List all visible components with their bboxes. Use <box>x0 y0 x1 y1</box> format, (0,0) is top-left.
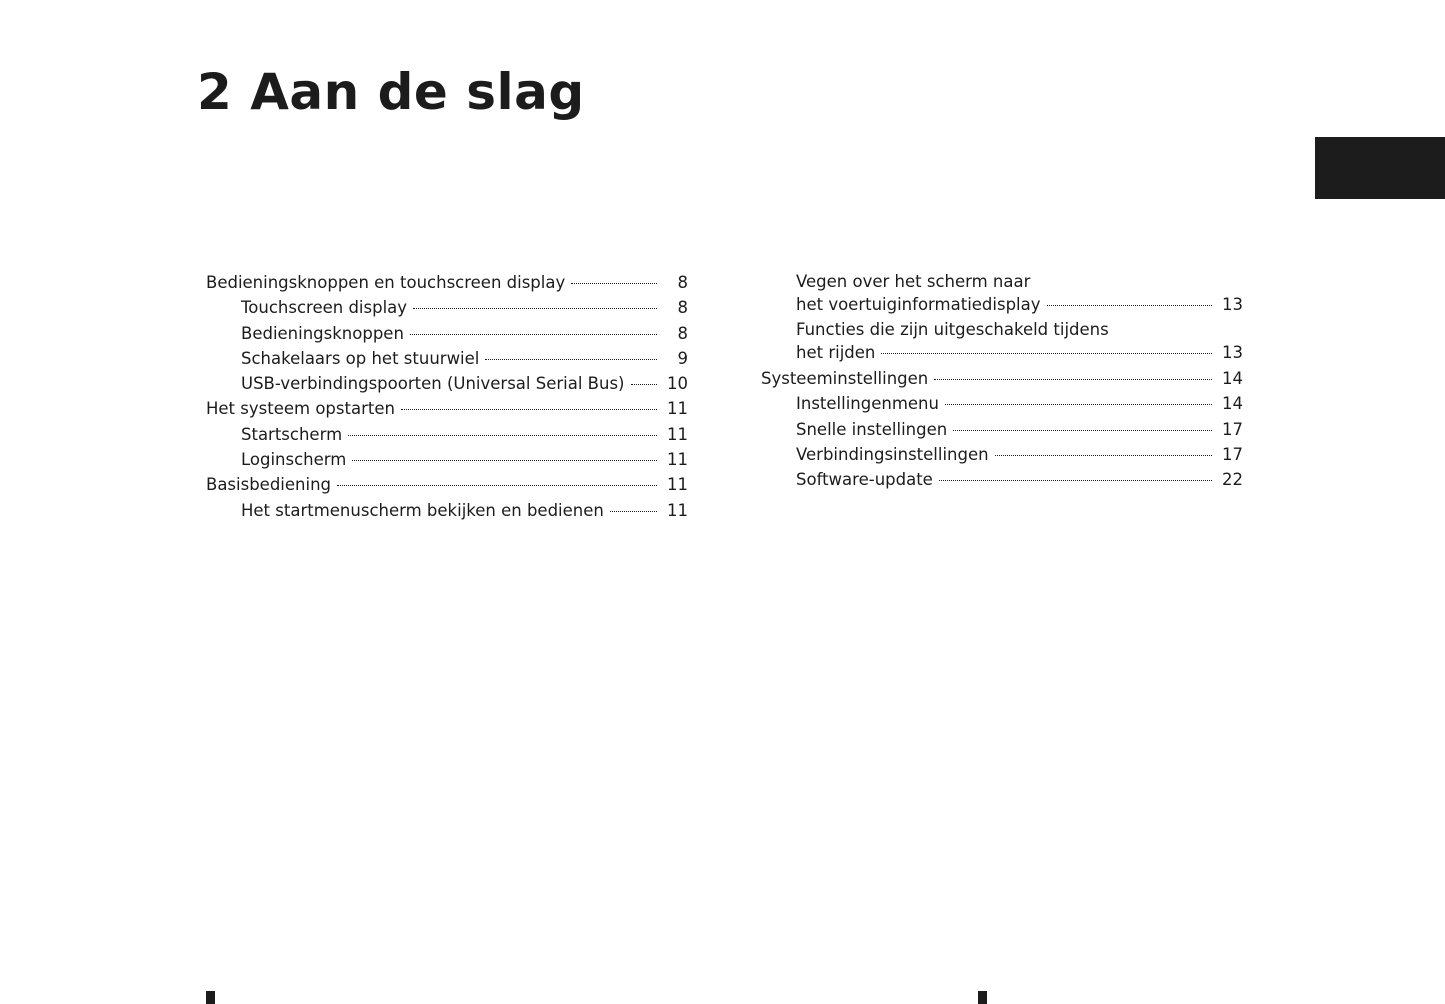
toc-entry-multiline[interactable] <box>761 270 1243 317</box>
toc-entry[interactable] <box>761 366 1243 391</box>
toc-entry-label: Instellingenmenu <box>796 394 939 414</box>
dot-leader <box>485 359 657 360</box>
toc-entry-label: het voertuiginformatiedisplay <box>796 295 1041 314</box>
dot-leader <box>401 409 657 410</box>
dot-leader <box>631 384 658 385</box>
toc-entry-label: Systeeminstellingen <box>761 369 929 388</box>
toc-entry-label: USB-verbindingspoorten (Universal Serial Bus) <box>241 374 625 394</box>
chapter-thumb-tab <box>1315 137 1445 199</box>
dot-leader <box>410 334 657 335</box>
dot-leader <box>939 480 1212 481</box>
dot-leader <box>945 404 1212 405</box>
toc-entry[interactable] <box>206 447 688 472</box>
toc-entry[interactable] <box>206 396 688 421</box>
toc-entry-page: 11 <box>667 475 688 495</box>
toc-entry[interactable] <box>206 270 688 295</box>
toc-entry-page: 11 <box>667 450 688 470</box>
toc-entry[interactable] <box>206 422 688 447</box>
toc-entry-page: 13 <box>1222 343 1243 362</box>
dot-leader <box>995 455 1212 456</box>
toc-entry[interactable] <box>206 295 688 320</box>
toc-column-right <box>761 270 1243 492</box>
toc-entry-line <box>761 293 1243 317</box>
toc-entry-label: Het startmenuscherm bekijken en bedienen <box>241 500 604 520</box>
toc-entry-page: 8 <box>677 298 688 318</box>
dot-leader <box>610 511 657 512</box>
toc-entry[interactable] <box>206 498 688 523</box>
toc-entry-label: Touchscreen display <box>241 298 408 318</box>
toc-entry[interactable] <box>761 417 1243 442</box>
toc-entry-label: Schakelaars op het stuurwiel <box>241 348 480 368</box>
toc-entry-label: het rijden <box>796 343 876 362</box>
toc-entry[interactable] <box>206 472 688 497</box>
toc-entry-page: 11 <box>667 500 688 520</box>
toc-entry-page: 9 <box>677 348 688 368</box>
dot-leader <box>352 460 657 461</box>
toc-entry-page: 14 <box>1222 394 1243 414</box>
toc-entry-page: 22 <box>1222 470 1243 490</box>
toc-entry-line <box>761 341 1243 365</box>
toc-entry-label: Basisbediening <box>206 475 332 495</box>
toc-entry[interactable] <box>206 321 688 346</box>
dot-leader <box>934 379 1212 380</box>
toc-entry-page: 17 <box>1222 444 1243 464</box>
toc-entry-multiline[interactable] <box>761 318 1243 365</box>
toc-entry-label: Software-update <box>796 470 933 490</box>
toc-entry-page: 11 <box>667 399 688 419</box>
toc-entry-page: 8 <box>677 273 688 292</box>
toc-entry[interactable] <box>761 442 1243 467</box>
dot-leader <box>348 435 657 436</box>
toc-entry-label: Verbindingsinstellingen <box>796 444 989 464</box>
toc-entry-label: Het systeem opstarten <box>206 399 395 419</box>
toc-entry-label: Bedieningsknoppen en touchscreen display <box>206 273 566 292</box>
toc-entry[interactable] <box>761 467 1243 492</box>
toc-entry-page: 11 <box>667 424 688 444</box>
toc-entry[interactable] <box>206 371 688 396</box>
toc-entry-label: Loginscherm <box>241 450 347 470</box>
crop-mark-left <box>206 991 215 1004</box>
toc-column-left <box>206 270 688 523</box>
toc-entry-line <box>761 270 1243 293</box>
toc-entry-page: 8 <box>677 323 688 343</box>
toc-entry-label: Bedieningsknoppen <box>241 323 404 343</box>
toc-entry-label: Startscherm <box>241 424 343 444</box>
toc-entry-page: 17 <box>1222 419 1243 439</box>
toc-entry-label-line1: Vegen over het scherm naar <box>796 272 1031 291</box>
toc-entry-page: 13 <box>1222 295 1243 314</box>
toc-entry-label: Snelle instellingen <box>796 419 948 439</box>
toc-entry-label-line1: Functies die zijn uitgeschakeld tijdens <box>796 320 1109 339</box>
crop-mark-right <box>978 991 987 1004</box>
toc-entry[interactable] <box>761 391 1243 416</box>
dot-leader <box>571 283 657 284</box>
toc-entry-page: 14 <box>1222 369 1243 388</box>
toc-entry[interactable] <box>206 346 688 371</box>
dot-leader <box>413 308 657 309</box>
dot-leader <box>1047 305 1212 306</box>
toc-entry-line <box>761 318 1243 341</box>
dot-leader <box>881 353 1212 354</box>
toc-entry-page: 10 <box>667 374 688 394</box>
dot-leader <box>337 485 657 486</box>
chapter-title: 2 Aan de slag <box>197 63 585 121</box>
dot-leader <box>953 430 1212 431</box>
